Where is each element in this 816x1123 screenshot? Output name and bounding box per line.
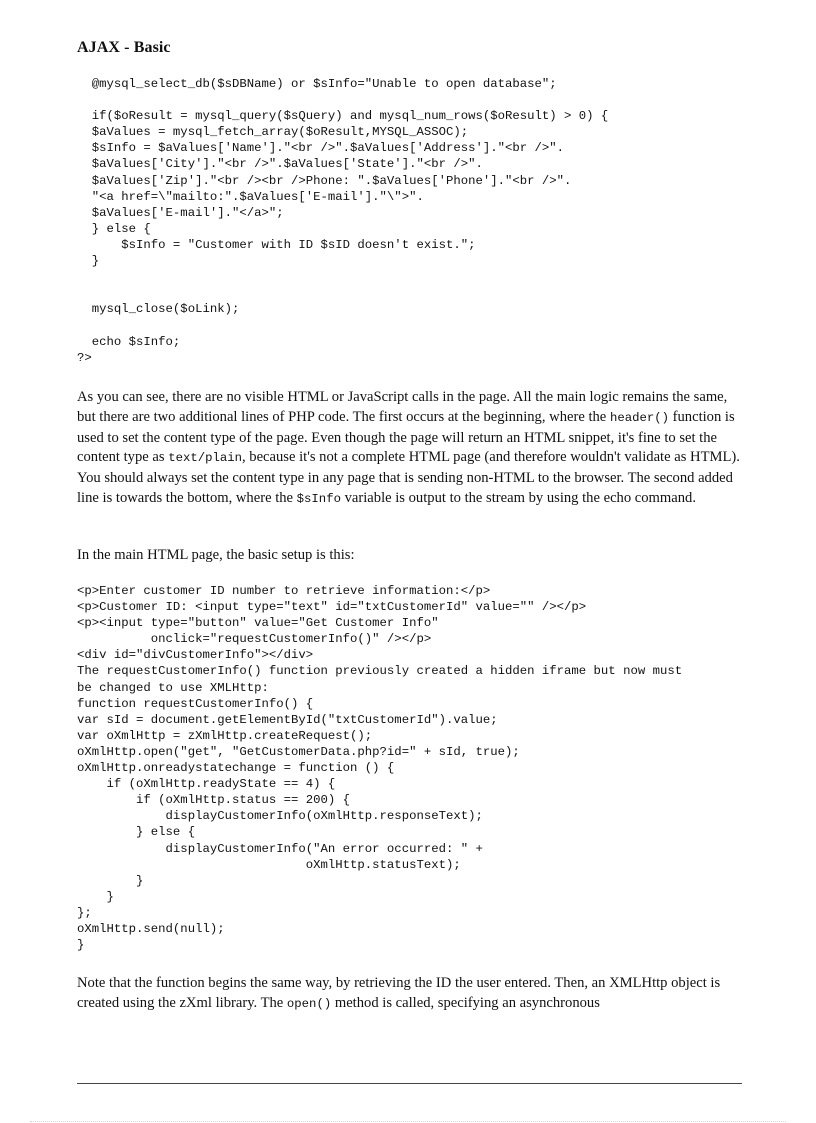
inline-code-sinfo: $sInfo: [296, 491, 341, 506]
php-code-block: @mysql_select_db($sDBName) or $sInfo="Unable to open database"; if($oResult = mysql_query($sQuery) and mysql_num_rows($oResult) > 0) { $aValues = mysql_fetch_array($oResult,MYSQL_ASSOC); $sInfo = $aValues['Name']."<br />".$aValues['Address']."<br />". $aValues['City']."<br />".$aValues['State']."<br />". $aValues['Zip']."<br /><br />Phone: ".$aValues['Phone']."<br />". "<a href=\"mailto:".$aValues['E-mail']."\">". $aValues['E-mail']."</a>"; } else { $sInfo = "Customer with ID $sID doesn't exist."; } mysql_close($oLink); echo $sInfo; ?>: [77, 77, 609, 365]
setup-intro-paragraph: [77, 546, 741, 566]
html-js-code-block: <p>Enter customer ID number to retrieve information:</p> <p>Customer ID: <input type="text" id="txtCustomerId" value="" /></p> <p><input type="button" value="Get Customer Info" onclick="requestCustomerInfo()" /></p> <div id="divCustomerInfo"></div> The requestCustomerInfo() function previously created a hidden iframe but now must be changed to use XMLHttp: function requestCustomerInfo() { var sId = document.getElementById("txtCustomerId").value; var oXmlHttp = zXmlHttp.createRequest(); oXmlHttp.open("get", "GetCustomerData.php?id=" + sId, true); oXmlHttp.onreadystatechange = function () { if (oXmlHttp.readyState == 4) { if (oXmlHttp.status == 200) { displayCustomerInfo(oXmlHttp.responseText); } else { displayCustomerInfo("An error occurred: " + oXmlHttp.statusText); } } }; oXmlHttp.send(null); }: [77, 584, 683, 953]
inline-code-open: open(): [286, 996, 332, 1011]
paragraph-text: In the main HTML page, the basic setup is this:: [77, 547, 355, 563]
inline-code-header: header(): [609, 410, 669, 425]
paragraph-text: function is used to set the content type of the page. Even though the page will return an HTML snippet, it's fine to set the content type as: [77, 408, 735, 466]
paragraph-text: method is called, specifying an asynchronous: [331, 994, 600, 1011]
paragraph-text: variable is output to the stream by using the echo command.: [340, 489, 696, 506]
inline-code-text-plain: text/plain: [168, 451, 242, 466]
paragraph-text: , because it's not a complete HTML page (and therefore wouldn't validate as HTML). You should always set the content type in any page that is sending non-HTML to the browser. The second added line is towards the bottom, where the: [77, 449, 740, 506]
page-header-title: AJAX - Basic: [77, 39, 171, 56]
paragraph-text: As you can see, there are no visible HTML or JavaScript calls in the page. All the main logic remains the same, but there are two additional lines of PHP code. The first occurs at the beginning, where the: [77, 389, 728, 425]
explanation-paragraph: [77, 388, 741, 510]
paragraph-text: Note that the function begins the same way, by retrieving the ID the user entered. Then, an XMLHttp object is created using the zXml library. The: [77, 975, 721, 1011]
note-paragraph: [77, 974, 741, 1015]
footer-divider: [77, 1083, 742, 1084]
page-bottom-edge: [30, 1121, 786, 1122]
